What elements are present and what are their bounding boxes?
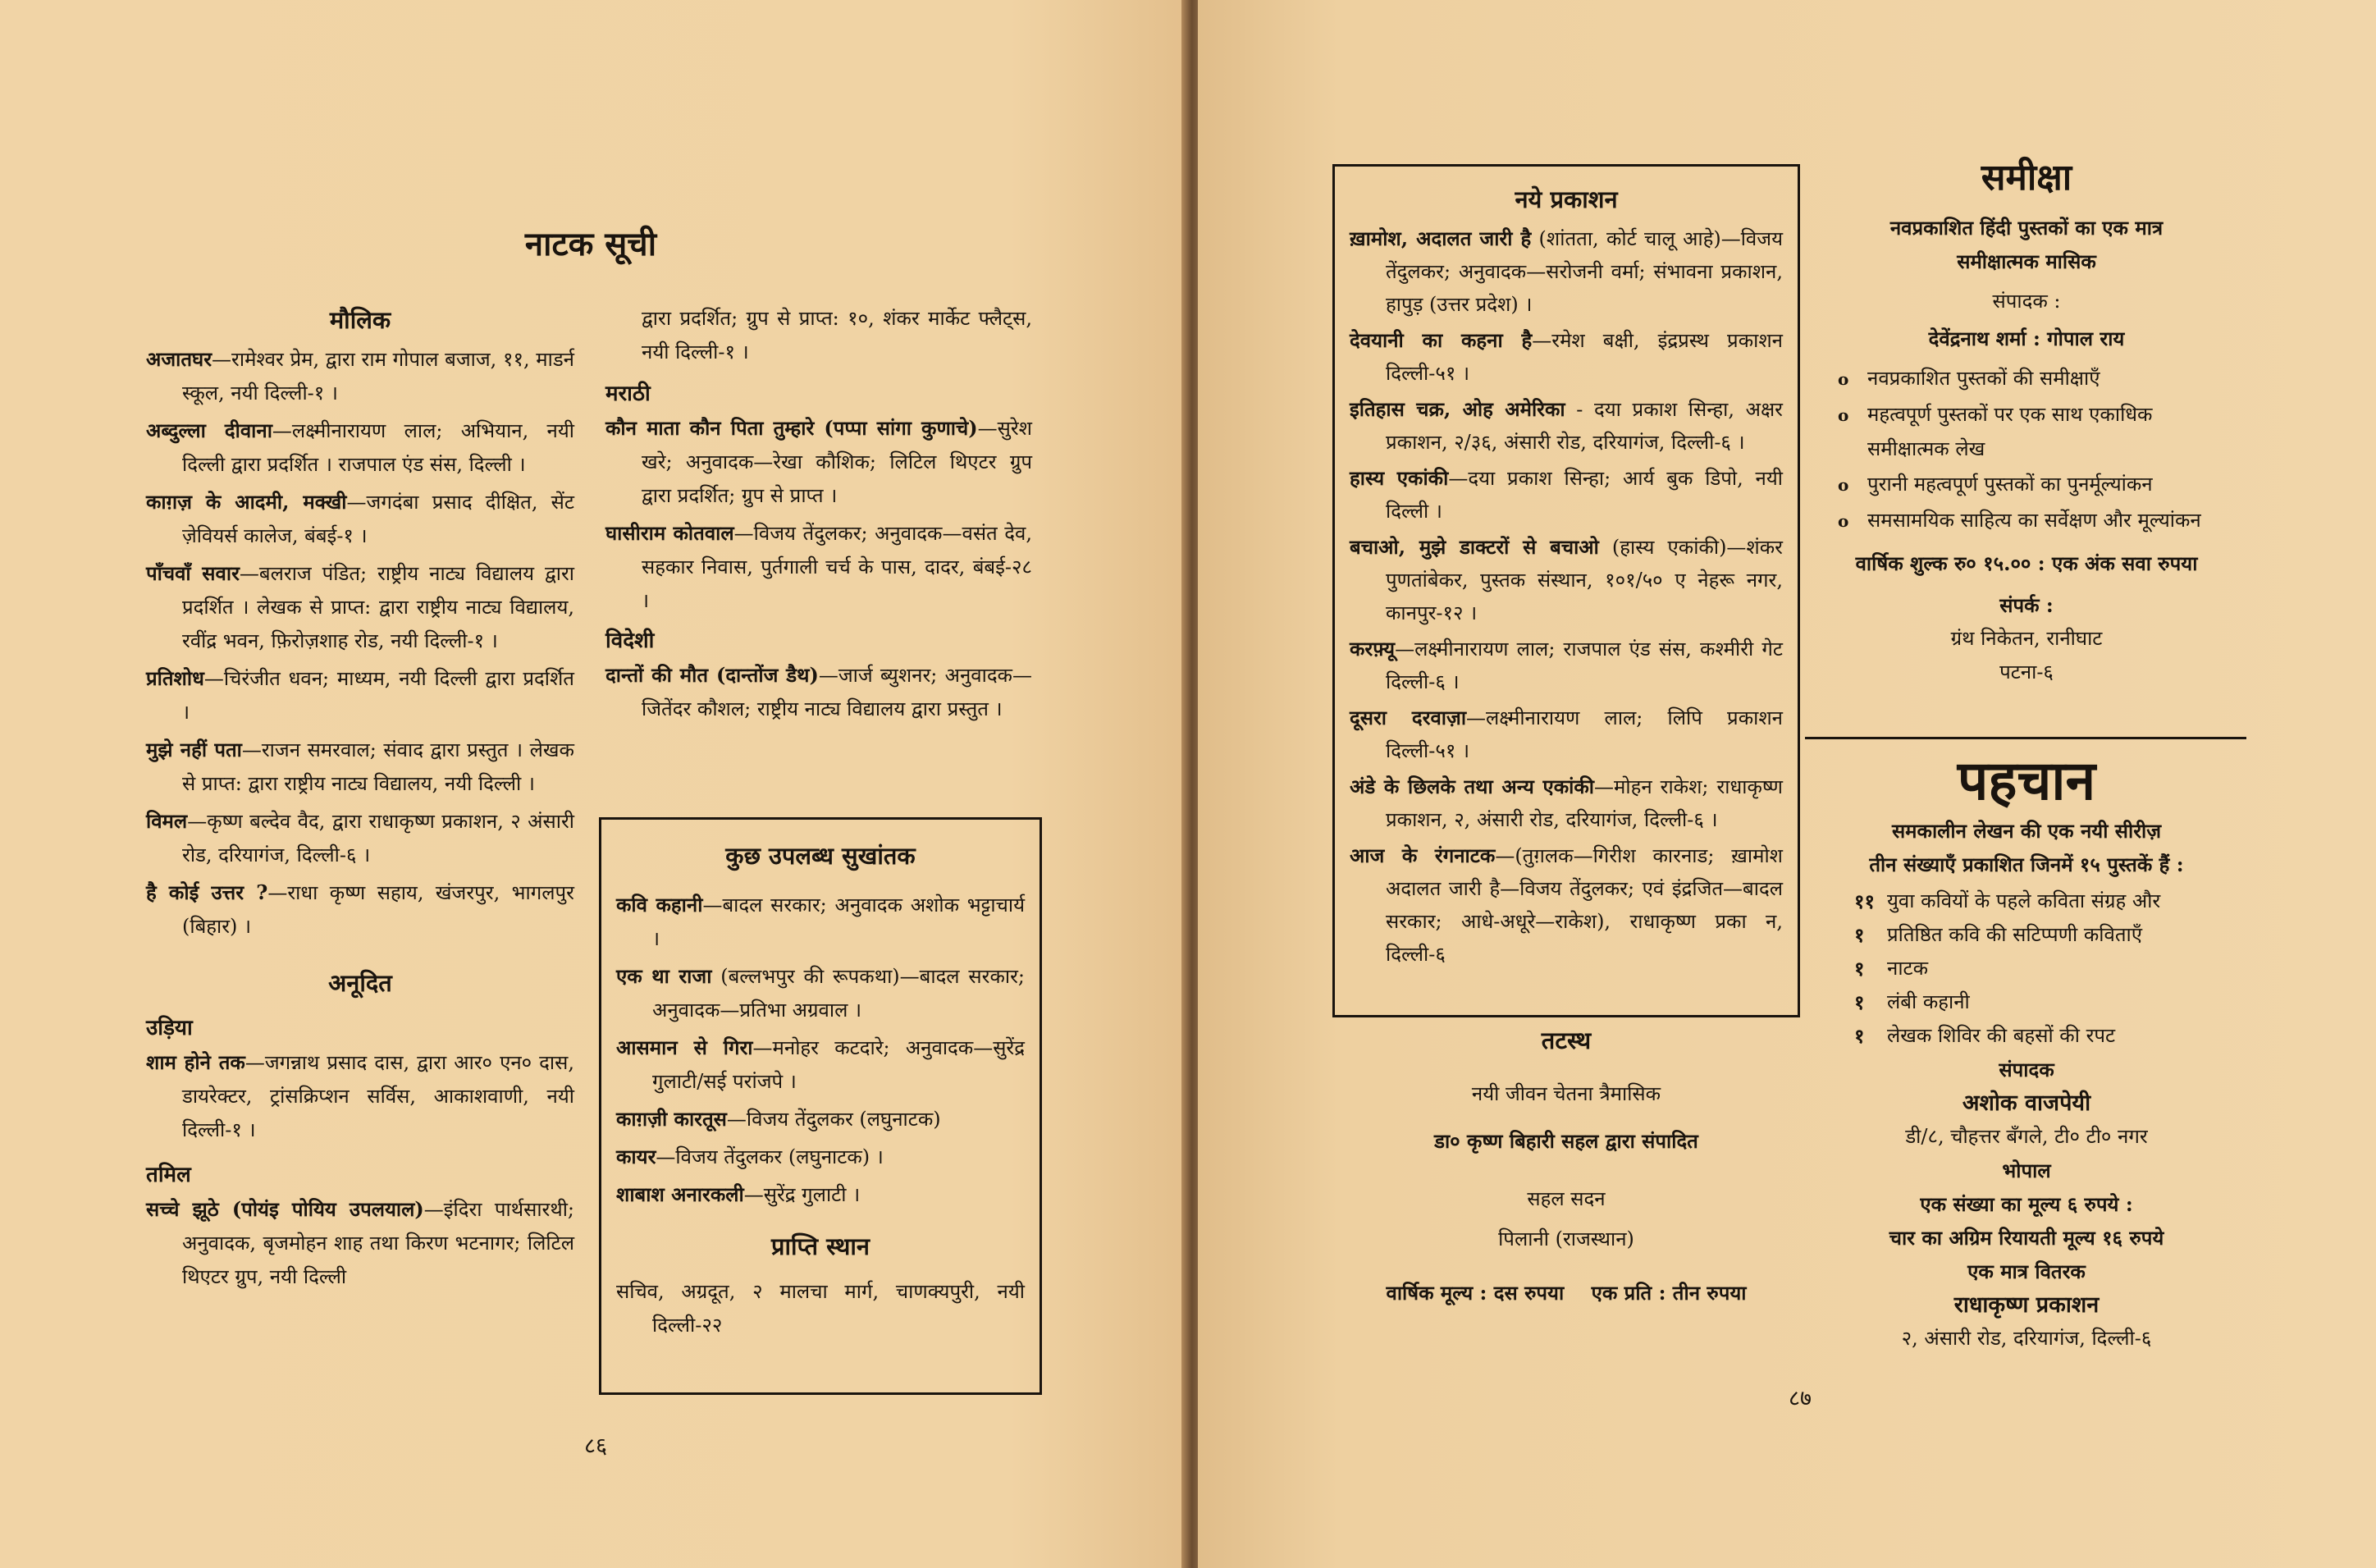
samiksha-sampadak-label: संपादक : [1992,290,2061,313]
samiksha-points [1821,362,2232,538]
naye-prakashan-heading: नये प्रकाशन [1515,185,1618,213]
publication-entry-details: (शांतता, कोर्ट चालू आहे)—विजय तेंदुलकर; अनुवादक—सरोजनी वर्मा; संभावना प्रकाशन, हापुड़ (उत्तर प्रदेश) । [1386,227,1783,316]
naye-prakashan-list [1350,222,1783,971]
samiksha-sampark-label: संपर्क : [1999,593,2054,617]
play-entry-title: प्रतिशोध [146,666,204,690]
samiksha-sampadak: देवेंद्रनाथ शर्मा : गोपाल राय [1928,327,2125,350]
comedy-entry [616,1177,1025,1212]
marathi-list [605,411,1032,618]
play-entry [146,733,574,801]
pahchan-item [1854,952,2232,985]
play-entry-details: —राधा कृष्ण सहाय, खंजरपुर, भागलपुर (बिहार) । [182,881,575,938]
comedy-entry-details: (बल्लभपुर की रूपकथा)—बादल सरकार; अनुवादक—प्रतिभा अग्रवाल । [652,965,1025,1022]
play-entry-details: —चिरंजीत धवन; माध्यम, नयी दिल्ली द्वारा प्रदर्शित । [182,667,574,724]
publication-entry [1350,839,1783,971]
naye-prakashan-box [1332,164,1800,1017]
comedy-entry-title: कायर [616,1145,656,1168]
publication-entry-details: —दया प्रकाश सिन्हा; आर्य बुक डिपो, नयी दिल्ली । [1386,467,1784,523]
comedy-entry-details: —मनोहर कटदारे; अनुवादक—सुरेंद्र गुलाटी/सई परांजपे । [652,1036,1025,1093]
play-entry-title: है कोई उत्तर ? [146,880,268,904]
play-entry-title: मुझे नहीं पता [146,738,242,761]
comedy-entry-details: —विजय तेंदुलकर (लघुनाटक) [726,1108,941,1131]
play-entry-details: —विजय तेंदुलकर; अनुवादक—वसंत देव, सहकार निवास, पुर्तगाली चर्च के पास, दादर, बंबई-२८ । [642,522,1032,612]
tamil-list [146,1192,574,1294]
comedy-entry [616,888,1025,956]
videshi-list [605,658,1032,726]
pahchan-item-count: ११ [1854,889,1875,913]
pahchan-sampadak: अशोक वाजपेयी [1962,1090,2091,1116]
samiksha-point: o पुरानी महत्वपूर्ण पुस्तकों का पुनर्मूल्यांकन [1838,468,2232,502]
comedy-entry-title: एक था राजा [616,964,712,988]
play-entry-details: —जार्ज ब्युशनर; अनुवादक—जितेंदर कौशल; राष्ट्रीय नाट्य विद्यालय द्वारा प्रस्तुत । [642,664,1032,720]
play-entry-details: —रामेश्वर प्रेम, द्वारा राम गोपाल बजाज, ११, माडर्न स्कूल, नयी दिल्ली-१ । [182,348,574,405]
play-entry-details: —लक्ष्मीनारायण लाल; अभियान, नयी दिल्ली द्वारा प्रदर्शित । राजपाल एंड संस, दिल्ली । [182,419,574,476]
pahchan-sampadak-label: संपादक [1999,1058,2054,1081]
pahchan-heading: पहचान [1957,748,2096,812]
play-entry-title: काग़ज़ के आदमी, मक्खी [146,490,347,514]
page-number: ८६ [584,1433,608,1459]
publication-entry-details: —रमेश बक्षी, इंद्रप्रस्थ प्रकाशन दिल्ली-५१ । [1386,329,1784,385]
publication-entry-details: —लक्ष्मीनारायण लाल; लिपि प्रकाशन दिल्ली-५१ । [1386,706,1783,762]
play-entry-details: —जगदंबा प्रसाद दीक्षित, सेंट ज़ेवियर्स कालेज, बंबई-१ । [182,491,574,547]
pahchan-price1: एक संख्या का मूल्य ६ रुपये : [1920,1192,2133,1216]
pahchan-item-text: प्रतिष्ठित कवि की सटिप्पणी कविताएँ [1887,923,2143,946]
page-title: नाटक सूची [524,225,657,263]
play-entry-details: —राजन समरवाल; संवाद द्वारा प्रस्तुत । लेखक से प्राप्त: द्वारा राष्ट्रीय नाट्य विद्यालय, नयी दिल्ली । [182,738,574,795]
samiksha-point: o महत्वपूर्ण पुस्तकों पर एक साथ एकाधिक समीक्षात्मक लेख [1838,398,2232,466]
publication-entry-details: —मोहन राकेश; राधाकृष्ण प्रकाशन, २, अंसारी रोड, दरियागंज, दिल्ली-६ । [1386,775,1784,831]
pahchan-item-text: लेखक शिविर की बहसों की रपट [1887,1024,2116,1047]
pahchan-item [1854,885,2232,918]
play-entry [605,411,1032,513]
comedy-entry-title: कवि कहानी [616,893,703,917]
samiksha-point: o नवप्रकाशित पुस्तकों की समीक्षाएँ [1838,362,2232,396]
udiya-list [146,1045,574,1147]
play-entry-title: पाँचवाँ सवार [146,561,240,585]
subheading-udiya: उड़िया [146,1016,193,1040]
pahchan-line1: समकालीन लेखन की एक नयी सीरीज़ [1891,819,2162,843]
samiksha-fee: वार्षिक शुल्क रु० १५.०० : एक अंक सवा रुपया [1855,551,2198,575]
play-entry-details: —जगन्नाथ प्रसाद दास, द्वारा आर० एन० दास, डायरेक्टर, ट्रांसक्रिप्शन सर्विस, आकाशवाणी, नयी दिल्ली-१ । [182,1051,574,1141]
pahchan-item [1854,985,2232,1019]
comedy-entry-title: शाबाश अनारकली [616,1182,744,1206]
box-heading: कुछ उपलब्ध सुखांतक [725,842,916,870]
tatasth-price: वार्षिक मूल्य : दस रुपया एक प्रति : तीन रुपया [1386,1281,1747,1305]
publication-entry-title: देवयानी का कहना है [1350,328,1533,352]
tatasth-section [1332,1024,1800,1310]
comedy-entry-details: —विजय तेंदुलकर (लघुनाटक) । [656,1145,884,1168]
publication-entry-details: —लक्ष्मीनारायण लाल; राजपाल एंड संस, कश्मीरी गेट दिल्ली-६ । [1386,638,1783,693]
play-entry-title: अब्दुल्ला दीवाना [146,418,272,442]
publication-entry-title: अंडे के छिलके तथा अन्य एकांकी [1350,775,1595,798]
play-entry [146,875,574,944]
pahchan-item-count: १ [1854,990,1865,1014]
publication-entry-title: करफ़्यू [1350,637,1396,661]
pahchan-vitarak: राधाकृष्ण प्रकाशन [1953,1292,2100,1318]
play-entry [146,342,574,410]
section-heading-anudit: अनूदित [328,969,392,997]
play-entry-details: —कृष्ण बल्देव वैद, द्वारा राधाकृष्ण प्रकाशन, २ अंसारी रोड, दरियागंज, दिल्ली-६ । [182,810,574,866]
samiksha-section [1821,157,2232,689]
pahchan-vitarak-label: एक मात्र वितरक [1967,1259,2086,1283]
pahchan-address2: भोपाल [2002,1159,2051,1182]
comedy-entry [616,1140,1025,1174]
pahchan-vitarak-address: २, अंसारी रोड, दरियागंज, दिल्ली-६ [1901,1327,2152,1350]
play-entry [605,658,1032,726]
publication-entry [1350,702,1783,767]
play-entry-title: कौन माता कौन पिता तुम्हारे (पप्पा सांगा कुणाचे) [605,416,978,440]
play-entry-title: घासीराम कोतवाल [605,521,734,545]
play-entry-title: अजातघर [146,347,212,371]
play-entry-title: सच्चे झूठे (पोयंइ पोयिय उपलयाल) [146,1197,424,1221]
left-page-right-column [605,302,1032,729]
publication-entry [1350,462,1783,528]
prapti-text: सचिव, अग्रदूत, २ मालचा मार्ग, चाणक्यपुरी, नयी दिल्ली-२२ [616,1280,1025,1337]
play-entry-title: दान्तों की मौत (दान्तोंज डैथ) [605,663,819,687]
samiksha-line2: समीक्षात्मक मासिक [1957,249,2096,273]
pahchan-item [1854,918,2232,952]
publication-entry-title: हास्य एकांकी [1350,466,1449,490]
comedy-entry [616,1031,1025,1099]
subheading-videshi: विदेशी [605,629,655,653]
play-entry [146,1192,574,1294]
comedy-entry [616,959,1025,1027]
play-entry [146,1045,574,1147]
pahchan-item-count: १ [1854,923,1865,947]
tatasth-line2: डा० कृष्ण बिहारी सहल द्वारा संपादित [1434,1129,1698,1153]
prapti-heading: प्राप्ति स्थान [771,1232,870,1260]
play-entry [146,804,574,872]
publication-entry-title: आज के रंगनाटक [1350,843,1496,867]
tatasth-line3: सहल सदन [1527,1187,1606,1210]
samiksha-sampark2: पटना-६ [1999,661,2054,683]
comedy-entry-title: काग़ज़ी कारतूस [616,1107,727,1131]
pahchan-item-text: युवा कवियों के पहले कविता संग्रह और [1887,889,2161,912]
publication-entry-details: (हास्य एकांकी)—शंकर पुणतांबेकर, पुस्तक संस्थान, १०१/५० ए नेहरू नगर, कानपुर-१२ । [1386,536,1784,624]
publication-entry-details: —(तुग़लक—गिरीश कारनाड; ख़ामोश अदालत जारी है—विजय तेंदुलकर; एवं इंद्रजित—बादल सरकार; आधे-अधूरे—राकेश), राधाकृष्ण प्रका न, दिल्ली-६ [1386,844,1784,966]
pahchan-line2: तीन संख्याएँ प्रकाशित जिनमें १५ पुस्तकें हैं : [1869,853,2184,876]
tatasth-heading: तटस्थ [1541,1026,1592,1054]
play-entry-details: —इंदिरा पार्थसारथी; अनुवादक, बृजमोहन शाह तथा किरण भटनागर; लिटिल थिएटर ग्रुप, नयी दिल्ली [182,1198,575,1288]
publication-entry-details: - दया प्रकाश सिन्हा, अक्षर प्रकाशन, २/३६, अंसारी रोड, दरियागंज, दिल्ली-६ । [1386,398,1783,454]
page-number: ८७ [1789,1386,1812,1411]
tamil-continuation: द्वारा प्रदर्शित; ग्रुप से प्राप्त: १०, शंकर मार्केट फ्लैट्स, नयी दिल्ली-१ । [642,307,1032,363]
samiksha-line1: नवप्रकाशित हिंदी पुस्तकों का एक मात्र [1889,216,2164,240]
comedy-entry [616,1102,1025,1136]
publication-entry [1350,633,1783,698]
samiksha-sampark1: ग्रंथ निकेतन, रानीघाट [1950,627,2103,650]
tatasth-line4: पिलानी (राजस्थान) [1498,1227,1634,1250]
play-entry-details: —बलराज पंडित; राष्ट्रीय नाट्य विद्यालय द्वारा प्रदर्शित । लेखक से प्राप्त: द्वारा राष्ट्रीय नाट्य विद्यालय, रवींद्र भवन, फ़िरोज़शाह रोड, नयी दिल्ली-१ । [182,562,574,652]
pahchan-item-count: १ [1854,1024,1865,1048]
play-entry-title: विमल [146,809,188,833]
play-entry [146,661,574,729]
pahchan-item-text: नाटक [1887,957,1929,980]
publication-entry [1350,222,1783,321]
left-column [146,304,574,1297]
play-entry [146,414,574,482]
pahchan-address1: डी/८, चौहत्तर बँगले, टी० टी० नगर [1905,1125,2148,1148]
comedy-entry-title: आसमान से गिरा [616,1035,753,1059]
samiksha-heading: समीक्षा [1981,157,2072,199]
right-page [1198,0,2376,1568]
publication-entry-title: दूसरा दरवाज़ा [1350,706,1467,729]
publication-entry [1350,393,1783,459]
play-entry [146,556,574,658]
publication-entry-title: इतिहास चक्र, ओह अमेरिका [1350,397,1565,421]
play-entry [146,485,574,553]
publication-entry [1350,531,1783,629]
play-entry-title: शाम होने तक [146,1050,245,1074]
pahchan-section [1821,747,2232,1355]
sukhantak-box [599,817,1042,1395]
section-divider [1805,737,2246,739]
pahchan-item-text: लंबी कहानी [1887,990,1970,1013]
pahchan-item [1854,1019,2232,1053]
subheading-tamil: तमिल [146,1163,191,1187]
play-entry [605,516,1032,618]
samiksha-point: o समसामयिक साहित्य का सर्वेक्षण और मूल्यांकन [1838,504,2232,538]
pahchan-item-count: १ [1854,957,1865,981]
section-heading-maulik: मौलिक [329,306,391,334]
publication-entry-title: ख़ामोश, अदालत जारी है [1350,226,1532,250]
comedy-entry-details: —सुरेंद्र गुलाटी । [743,1183,861,1206]
publication-entry-title: बचाओ, मुझे डाक्टरों से बचाओ [1350,535,1599,559]
pahchan-items [1821,885,2232,1053]
box-list [616,888,1025,1212]
tatasth-line1: नयी जीवन चेतना त्रैमासिक [1471,1082,1661,1105]
publication-entry [1350,770,1783,836]
pahchan-price2: चार का अग्रिम रियायती मूल्य १६ रुपये [1889,1226,2164,1250]
maulik-list [146,342,574,944]
publication-entry [1350,324,1783,390]
subheading-marathi: मराठी [605,382,651,406]
play-entry-details: —सुरेश खरे; अनुवादक—रेखा कौशिक; लिटिल थिएटर ग्रुप द्वारा प्रदर्शित; ग्रुप से प्राप्त । [642,417,1032,507]
comedy-entry-details: —बादल सरकार; अनुवादक अशोक भट्टाचार्य । [652,894,1025,950]
